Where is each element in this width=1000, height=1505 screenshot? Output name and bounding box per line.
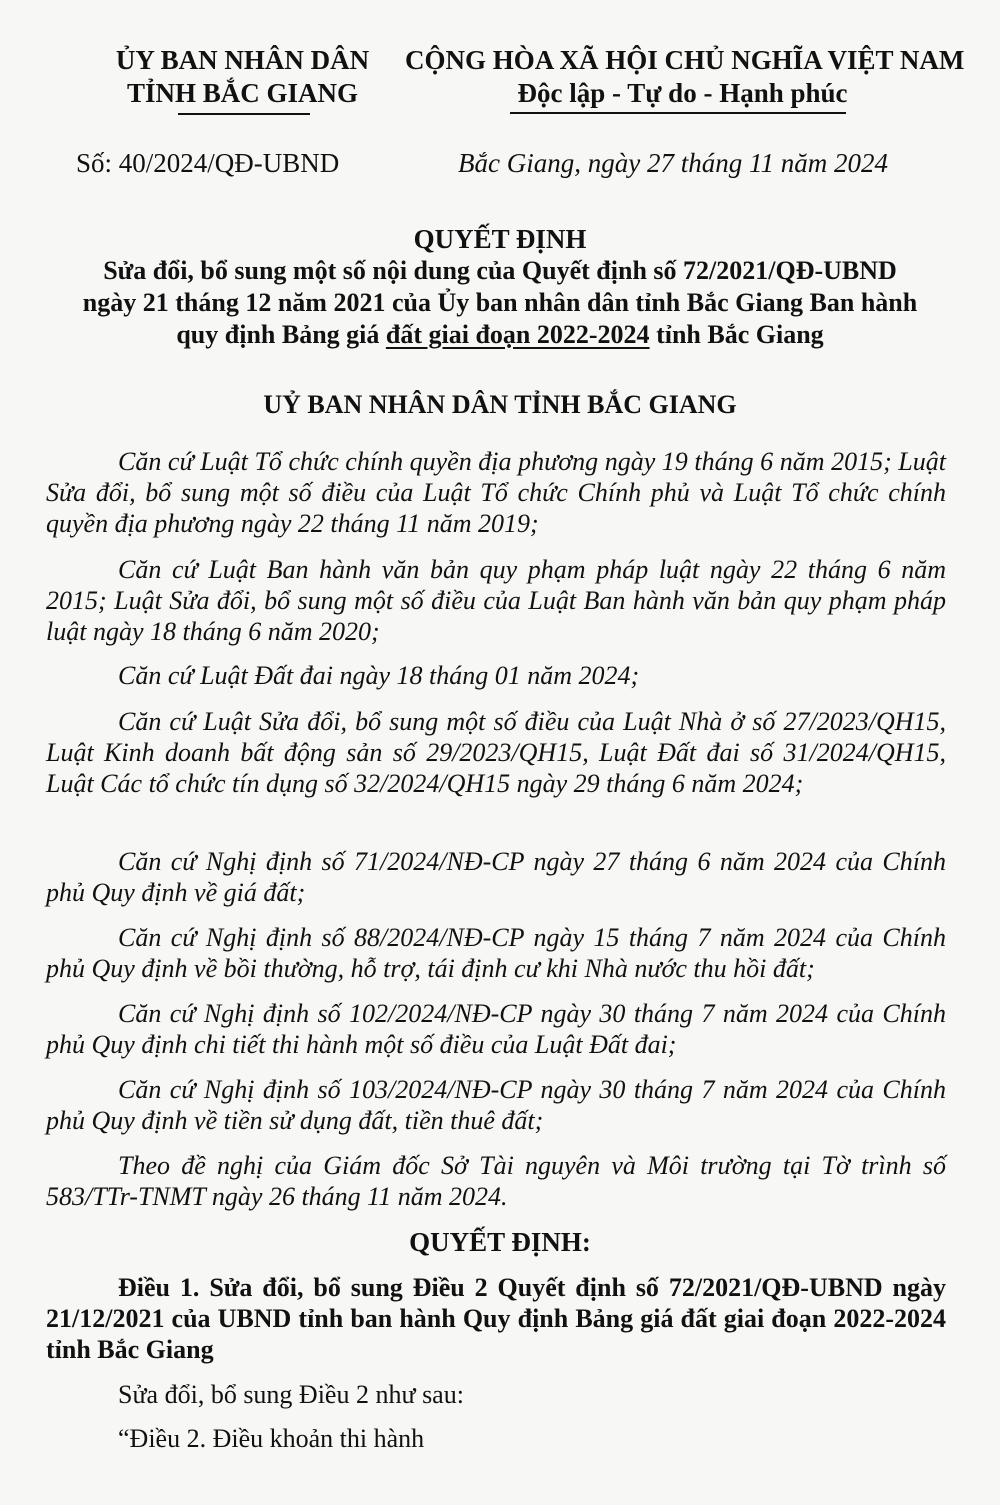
title-line-3-a: quy định Bảng giá <box>176 320 386 349</box>
title-line-3-c: tỉnh Bắc Giang <box>649 320 824 349</box>
title-line-1: Sửa đổi, bổ sung một số nội dung của Quyết định số 72/2021/QĐ-UBND <box>103 256 897 285</box>
agency-name-line1: ỦY BAN NHÂN DÂN <box>115 45 370 75</box>
preamble-paragraph: Căn cứ Nghị định số 88/2024/NĐ-CP ngày 15 tháng 7 năm 2024 của Chính phủ Quy định về bồi thường, hỗ trợ, tái định cư khi Nhà nước thu hồi đất; <box>46 923 946 983</box>
document-number: Số: 40/2024/QĐ-UBND <box>76 148 340 178</box>
document-type-title: QUYẾT ĐỊNH <box>413 224 587 254</box>
preamble-paragraph: Căn cứ Nghị định số 103/2024/NĐ-CP ngày 30 tháng 7 năm 2024 của Chính phủ Quy định về tiền sử dụng đất, tiền thuê đất; <box>46 1075 946 1135</box>
agency-underline <box>178 113 310 115</box>
preamble-paragraph: Căn cứ Luật Ban hành văn bản quy phạm pháp luật ngày 22 tháng 6 năm 2015; Luật Sửa đổi, bổ sung một số điều của Luật Ban hành văn bản quy phạm pháp luật ngày 18 tháng 6 năm 2020; <box>46 555 946 646</box>
motto-underline <box>510 112 846 114</box>
article-1: Điều 1. Sửa đổi, bổ sung Điều 2 Quyết định số 72/2021/QĐ-UBND ngày 21/12/2021 của UBND tỉnh ban hành Quy định Bảng giá đất giai đoạn 2022-2024 tỉnh Bắc Giang <box>46 1273 946 1364</box>
place-date: Bắc Giang, ngày 27 tháng 11 năm 2024 <box>458 148 888 178</box>
title-line-2: ngày 21 tháng 12 năm 2021 của Ủy ban nhân dân tỉnh Bắc Giang Ban hành <box>82 288 918 317</box>
title-line-3-b: đất giai đoạn 2022-2024 <box>385 320 650 349</box>
national-motto: Độc lập - Tự do - Hạnh phúc <box>517 78 848 108</box>
preamble-paragraph: Căn cứ Luật Sửa đổi, bổ sung một số điều của Luật Nhà ở số 27/2023/QH15, Luật Kinh doanh bất động sản số 29/2023/QH15, Luật Đất đai số 31/2024/QH15, Luật Các tổ chức tín dụng số 32/2024/QH15 ngày 29 tháng 6 năm 2024; <box>46 707 946 798</box>
national-title: CỘNG HÒA XÃ HỘI CHỦ NGHĨA VIỆT NAM <box>405 45 965 75</box>
agency-name-line2: TỈNH BẮC GIANG <box>126 78 359 108</box>
preamble-paragraph: Căn cứ Nghị định số 102/2024/NĐ-CP ngày 30 tháng 7 năm 2024 của Chính phủ Quy định chi tiết thi hành một số điều của Luật Đất đai; <box>46 999 946 1059</box>
article-1-intro: Sửa đổi, bổ sung Điều 2 như sau: <box>118 1380 464 1409</box>
article-2-heading: “Điều 2. Điều khoản thi hành <box>118 1424 425 1453</box>
preamble-paragraph: Căn cứ Luật Tổ chức chính quyền địa phương ngày 19 tháng 6 năm 2015; Luật Sửa đổi, bổ sung một số điều của Luật Tổ chức Chính phủ và Luật Tổ chức chính quyền địa phương ngày 22 tháng 11 năm 2019; <box>46 447 946 538</box>
issuing-authority: UỶ BAN NHÂN DÂN TỈNH BẮC GIANG <box>263 390 737 419</box>
decision-heading: QUYẾT ĐỊNH: <box>409 1227 591 1257</box>
title-line-3 <box>0 320 1000 350</box>
preamble-paragraph: Theo đề nghị của Giám đốc Sở Tài nguyên và Môi trường tại Tờ trình số 583/TTr-TNMT ngày 26 tháng 11 năm 2024. <box>46 1151 946 1211</box>
preamble-paragraph: Căn cứ Luật Đất đai ngày 18 tháng 01 năm 2024; <box>118 661 640 690</box>
preamble-paragraph: Căn cứ Nghị định số 71/2024/NĐ-CP ngày 27 tháng 6 năm 2024 của Chính phủ Quy định về giá đất; <box>46 847 946 907</box>
